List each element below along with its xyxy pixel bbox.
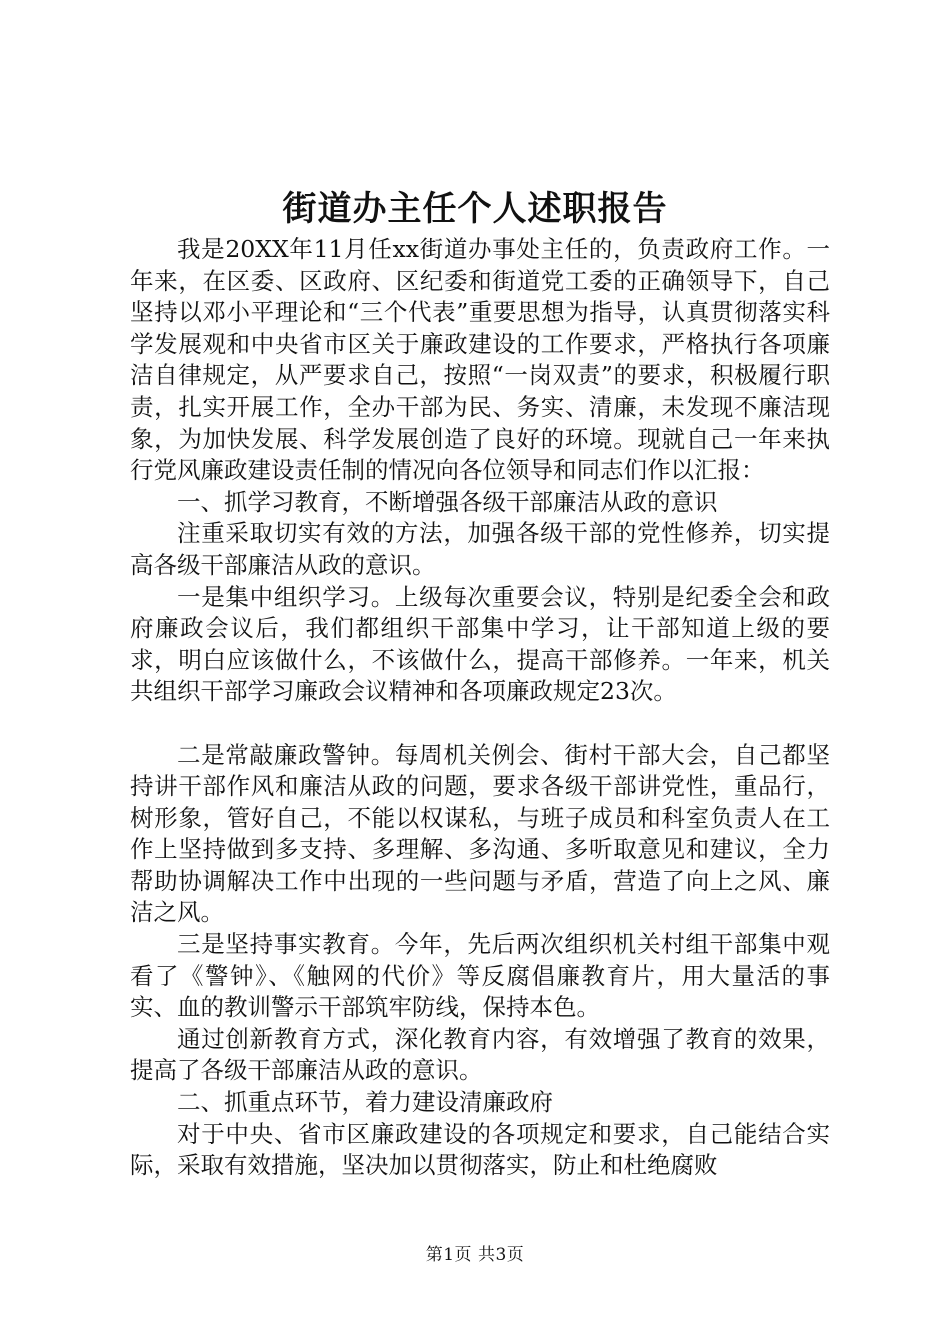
paragraph-point-3: 三是坚持事实教育。今年，先后两次组织机关村组干部集中观看了《警钟》、《触网的代价》等反腐倡廉教育片，用大量活的事实、血的教训警示干部筑牢防线，保持本色。 bbox=[130, 930, 830, 1022]
paragraph-section-1-conclusion: 通过创新教育方式，深化教育内容，有效增强了教育的效果，提高了各级干部廉洁从政的意识。 bbox=[130, 1024, 830, 1085]
section-heading-1: 一、抓学习教育，不断增强各级干部廉洁从政的意识 bbox=[177, 487, 718, 516]
document-title: 街道办主任个人述职报告 bbox=[282, 189, 668, 229]
paragraph-point-2: 二是常敲廉政警钟。每周机关例会、街村干部大会，自己都坚持讲干部作风和廉洁从政的问题，要求各级干部讲党性，重品行，树形象，管好自己，不能以权谋私，与班子成员和科室负责人在工作上坚持做到多支持、多理解、多沟通、多听取意见和建议，全力帮助协调解决工作中出现的一些问题与矛盾，营造了向上之风、廉洁之风。 bbox=[130, 740, 830, 927]
paragraph-intro: 我是20XX年11月任xx街道办事处主任的，负责政府工作。一年来，在区委、区政府、区纪委和街道党工委的正确领导下，自己坚持以邓小平理论和“三个代表”重要思想为指导，认真贯彻落实科学发展观和中央省市区关于廉政建设的工作要求，严格执行各项廉洁自律规定，从严要求自己，按照“一岗双责”的要求，积极履行职责，扎实开展工作，全办干部为民、务实、清廉，未发现不廉洁现象，为加快发展、科学发展创造了良好的环境。现就自己一年来执行党风廉政建设责任制的情况向各位领导和同志们作以汇报： bbox=[130, 235, 830, 485]
document-body bbox=[130, 234, 830, 1182]
paragraph-section-1-summary: 注重采取切实有效的方法，加强各级干部的党性修养，切实提高各级干部廉洁从政的意识。 bbox=[130, 519, 830, 579]
paragraph-point-1: 一是集中组织学习。上级每次重要会议，特别是纪委全会和政府廉政会议后，我们都组织干部集中学习，让干部知道上级的要求，明白应该做什么，不该做什么，提高干部修养。一年来，机关共组织干部学习廉政会议精神和各项廉政规定23次。 bbox=[130, 582, 830, 706]
section-heading-2: 二、抓重点环节，着力建设清廉政府 bbox=[177, 1088, 553, 1117]
page-footer: 第1页 共3页 bbox=[425, 1245, 525, 1265]
paragraph-section-2-intro: 对于中央、省市区廉政建设的各项规定和要求，自己能结合实际，采取有效措施，坚决加以贯彻落实，防止和杜绝腐败 bbox=[130, 1119, 830, 1180]
